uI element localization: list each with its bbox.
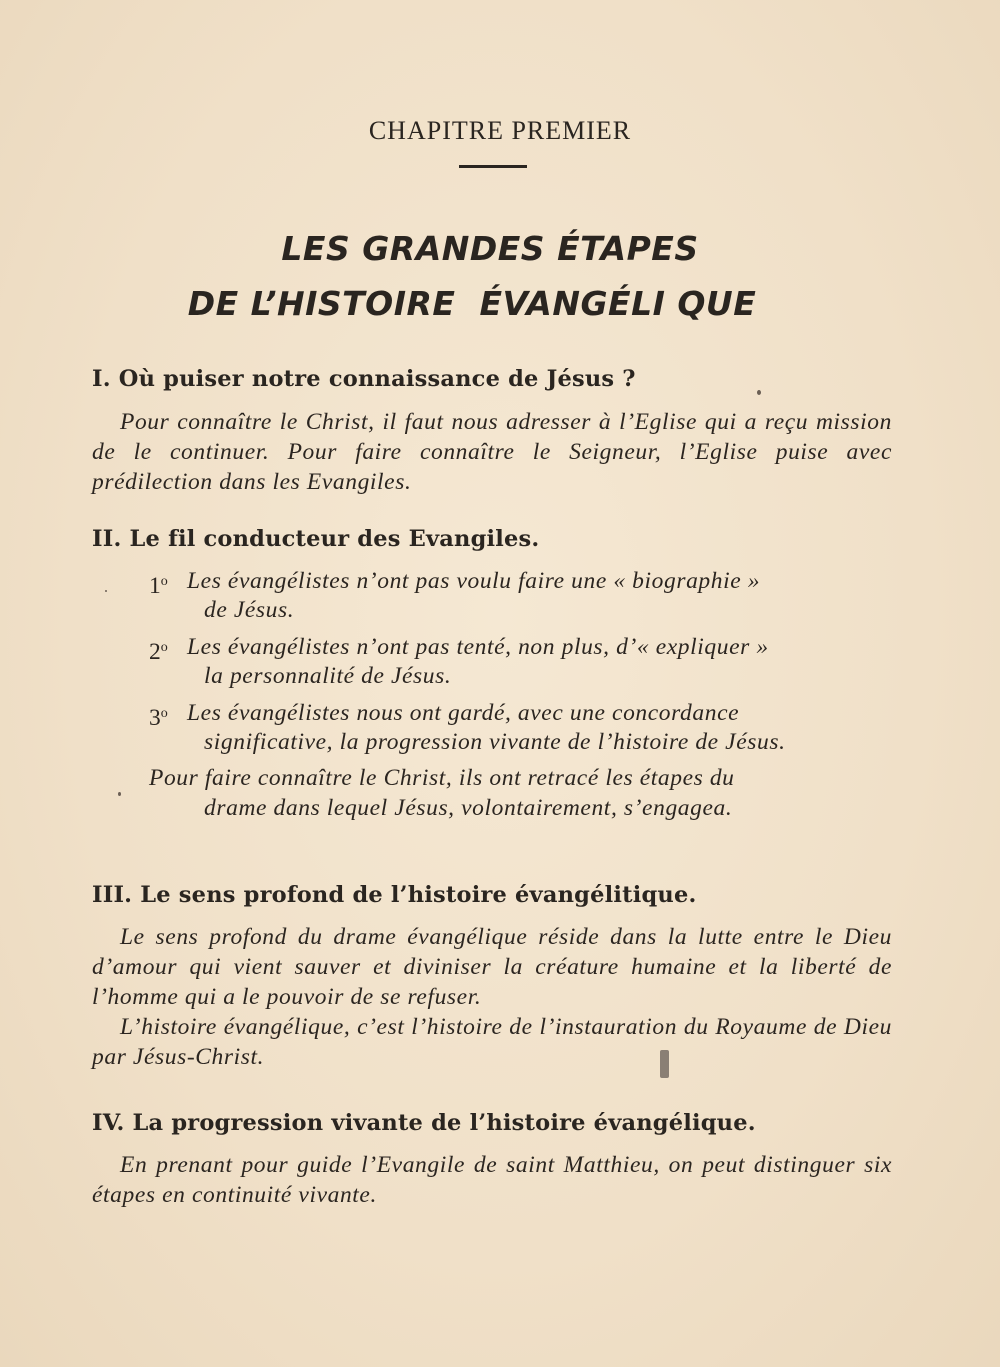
paragraph: Le sens profond du drame évangélique réside dans la lutte entre le Dieu d’amour qui vient sauver et diviniser la créature humaine et la liberté de l’homme qui a le pouvoir de se refuser. [92, 924, 892, 1010]
section-4 [92, 1108, 892, 1210]
paragraph: Pour connaître le Christ, il faut nous adresser à l’Eglise qui a reçu mission de le continuer. Pour faire connaître le Seigneur, l’Eglise puise avec prédilection dans les Evangiles. [92, 409, 892, 495]
item-number: 1$^o$ [149, 573, 168, 599]
paper-speck [105, 590, 107, 592]
section-heading: III. Le sens profond de l’histoire évangélitique. [92, 882, 697, 908]
list-item [149, 633, 892, 691]
paragraph: L’histoire évangélique, c’est l’histoire de l’instauration du Royaume de Dieu par Jésus-Christ. [92, 1014, 892, 1070]
page-title-line-1: LES GRANDES ÉTAPES [281, 229, 699, 268]
item-text: Les évangélistes nous ont gardé, avec une concordance significative, la progression vivante de l’histoire de Jésus. [187, 700, 786, 755]
section-heading: IV. La progression vivante de l’histoire évangélique. [92, 1110, 756, 1136]
section-1 [92, 364, 892, 497]
paper-speck [660, 1050, 669, 1078]
page-title-line-2: DE L’HISTOIRE ÉVANGÉLI QUE [187, 284, 757, 323]
list-item [149, 699, 892, 757]
list-item [149, 567, 892, 625]
paragraph: En prenant pour guide l’Evangile de saint Matthieu, on peut distinguer six étapes en continuité vivante. [92, 1152, 892, 1208]
item-text: Les évangélistes n’ont pas voulu faire une « biographie » de Jésus. [187, 568, 761, 623]
section-body [92, 922, 892, 1072]
section-closing: Pour faire connaître le Christ, ils ont retracé les étapes du drame dans lequel Jésus, volontairement, s’engagea. [149, 765, 735, 821]
chapter-label: CHAPITRE PREMIER [368, 116, 632, 145]
section-body [92, 407, 892, 497]
paper-speck [757, 390, 761, 395]
section-heading: I. Où puiser notre connaissance de Jésus ? [92, 366, 636, 392]
item-number: 3$^o$ [149, 705, 168, 731]
chapter-divider [459, 165, 527, 168]
section-3 [92, 880, 892, 1072]
item-number: 2$^o$ [149, 639, 168, 665]
item-text: Les évangélistes n’ont pas tenté, non plus, d’« expliquer » la personnalité de Jésus. [187, 634, 769, 689]
section-heading: II. Le fil conducteur des Evangiles. [92, 526, 540, 552]
section-2 [92, 524, 892, 823]
paper-speck [118, 792, 121, 796]
section-body [92, 1150, 892, 1210]
